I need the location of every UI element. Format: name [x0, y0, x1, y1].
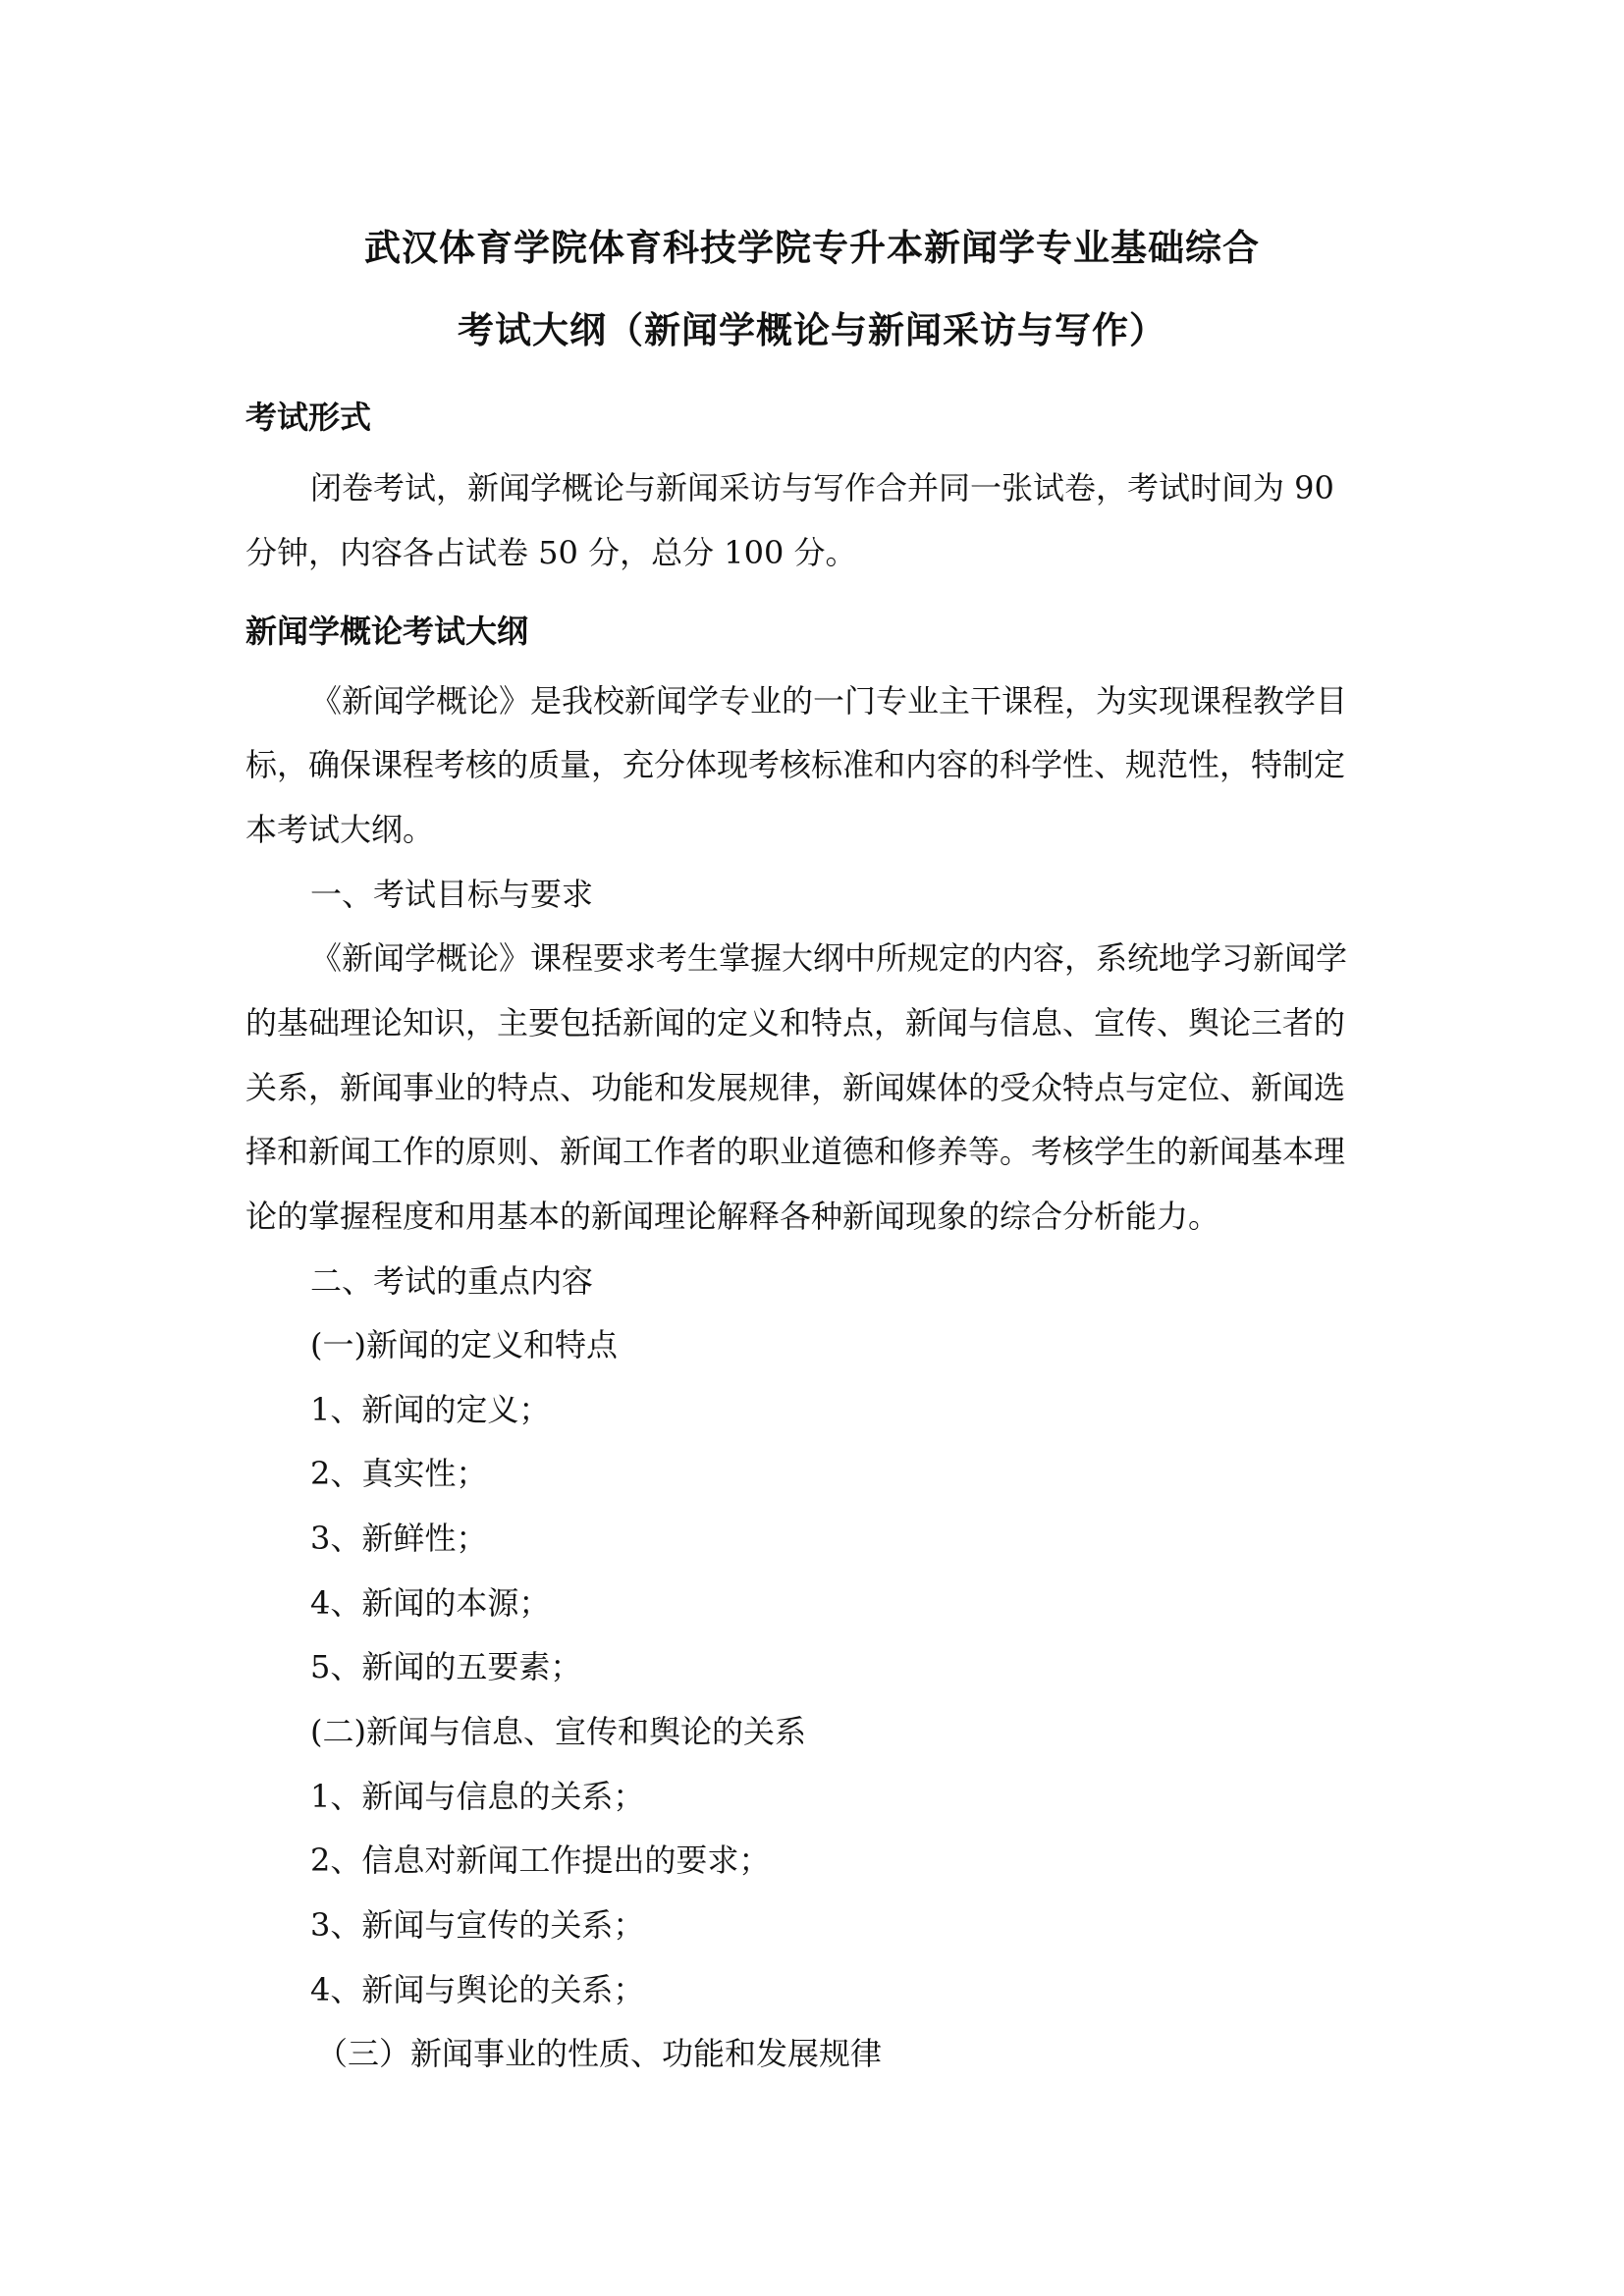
list-item: 3、新鲜性； — [310, 1520, 488, 1557]
paragraph-line: 关系，新闻事业的特点、功能和发展规律，新闻媒体的受众特点与定位、新闻选 — [245, 1069, 1346, 1106]
paragraph-line: 标，确保课程考核的质量，充分体现考核标准和内容的科学性、规范性，特制定 — [245, 746, 1346, 783]
paragraph-line: 闭卷考试，新闻学概论与新闻采访与写作合并同一张试卷，考试时间为 90 — [310, 469, 1334, 507]
paragraph-line: 论的掌握程度和用基本的新闻理论解释各种新闻现象的综合分析能力。 — [245, 1198, 1220, 1235]
paragraph-line: 的基础理论知识，主要包括新闻的定义和特点，新闻与信息、宣传、舆论三者的 — [245, 1004, 1346, 1041]
paragraph-line: 择和新闻工作的原则、新闻工作者的职业道德和修养等。考核学生的新闻基本理 — [245, 1133, 1346, 1170]
part-title: 二、考试的重点内容 — [310, 1262, 594, 1300]
list-item: 2、信息对新闻工作提出的要求； — [310, 1842, 771, 1879]
subsection-title: (二)新闻与信息、宣传和舆论的关系 — [310, 1713, 806, 1750]
list-item: 1、新闻的定义； — [310, 1391, 551, 1428]
section-heading-syllabus: 新闻学概论考试大纲 — [245, 613, 529, 650]
document-title-line-1: 武汉体育学院体育科技学院专升本新闻学专业基础综合 — [364, 227, 1260, 269]
list-item: 4、新闻的本源； — [310, 1584, 551, 1622]
list-item: 5、新闻的五要素； — [310, 1648, 582, 1685]
subsection-title: (一)新闻的定义和特点 — [310, 1326, 618, 1363]
list-item: 4、新闻与舆论的关系； — [310, 1971, 645, 2008]
part-title: 一、考试目标与要求 — [310, 876, 594, 913]
section-heading-exam-format: 考试形式 — [245, 399, 372, 436]
paragraph-line: 《新闻学概论》课程要求考生掌握大纲中所规定的内容，系统地学习新闻学 — [310, 939, 1348, 977]
subsection-title: （三）新闻事业的性质、功能和发展规律 — [316, 2035, 883, 2072]
paragraph-line: 分钟，内容各占试卷 50 分，总分 100 分。 — [245, 534, 857, 571]
document-title-line-2: 考试大纲（新闻学概论与新闻采访与写作） — [458, 309, 1166, 351]
paragraph-line: 本考试大纲。 — [245, 811, 435, 848]
list-item: 1、新闻与信息的关系； — [310, 1778, 645, 1815]
list-item: 2、真实性； — [310, 1455, 488, 1492]
list-item: 3、新闻与宣传的关系； — [310, 1906, 645, 1944]
paragraph-line: 《新闻学概论》是我校新闻学专业的一门专业主干课程，为实现课程教学目 — [310, 682, 1348, 720]
